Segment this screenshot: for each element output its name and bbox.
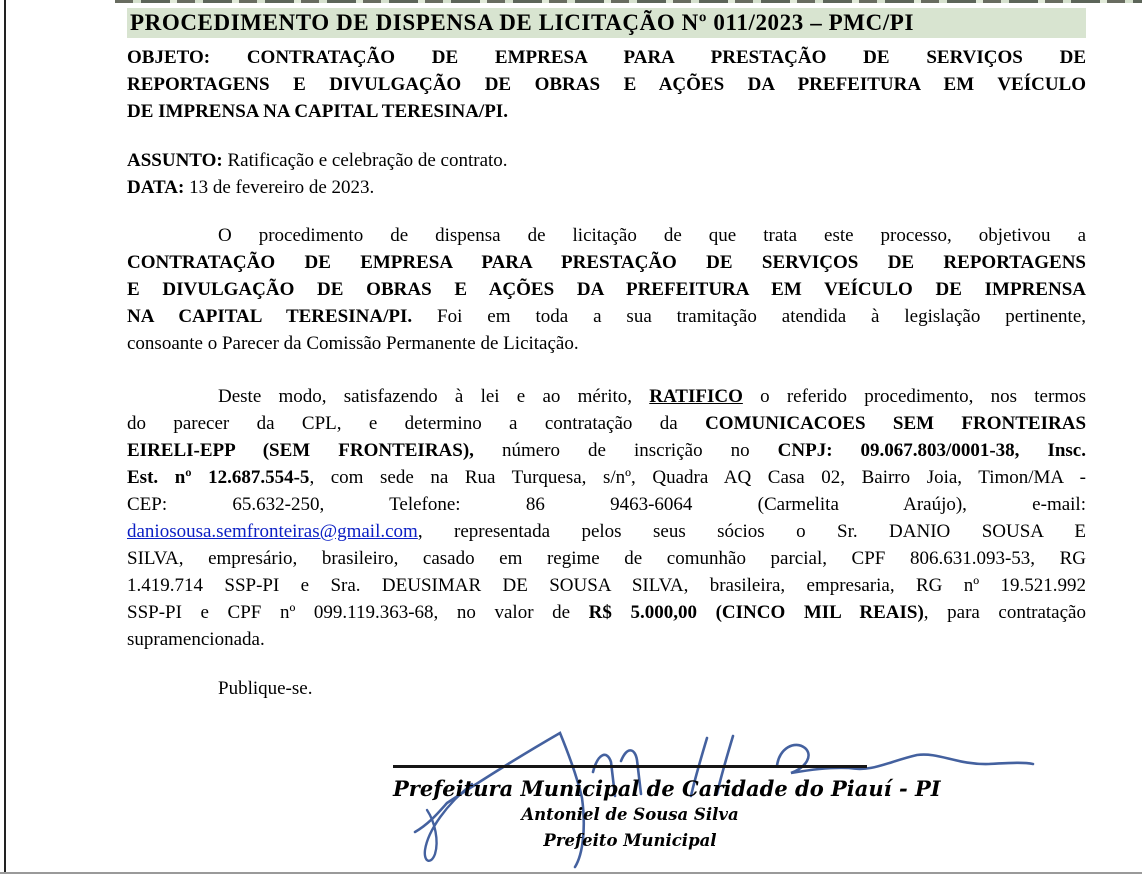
text-segment: , com sede na Rua Turquesa, s/nº, Quadra AQ Casa 02, Bairro Joia, Timon/MA - (309, 467, 1086, 488)
text-line (127, 437, 1086, 464)
text-line (127, 464, 1086, 491)
text-segment: consoante o Parecer da Comissão Permanente de Licitação. (127, 333, 579, 354)
signature-name: Antoniel de Sousa Silva (521, 805, 739, 824)
text-segment: E DIVULGAÇÃO DE OBRAS E AÇÕES DA PREFEITURA EM VEÍCULO DE IMPRENSA (127, 279, 1086, 300)
data-value: 13 de fevereiro de 2023. (184, 177, 375, 198)
text-line (127, 410, 1086, 437)
assunto-value: Ratificação e celebração de contrato. (222, 150, 508, 171)
paragraph-objeto (127, 44, 1086, 125)
text-line (127, 572, 1086, 599)
text-line (127, 518, 1086, 545)
signature-block (393, 765, 941, 853)
text-segment: OBJETO: CONTRATAÇÃO DE EMPRESA PARA PRESTAÇÃO DE SERVIÇOS DE (127, 47, 1086, 68)
text-line (127, 491, 1086, 518)
text-segment: SILVA, empresário, brasileiro, casado em regime de comunhão parcial, CPF 806.631.093-53, RG (127, 548, 1086, 569)
text-segment: CONTRATAÇÃO DE EMPRESA PARA PRESTAÇÃO DE SERVIÇOS DE REPORTAGENS (127, 252, 1086, 273)
data-label: DATA: (127, 177, 185, 198)
text-segment: 1.419.714 SSP-PI e Sra. DEUSIMAR DE SOUSA SILVA, brasileira, empresaria, RG nº 19.521.992 (127, 575, 1086, 596)
text-segment: CNPJ: 09.067.803/0001-38, Insc. (777, 440, 1086, 461)
text-line (127, 545, 1086, 572)
text-segment: COMUNICACOES SEM FRONTEIRAS (705, 413, 1086, 434)
text-line (127, 599, 1086, 626)
document-title: PROCEDIMENTO DE DISPENSA DE LICITAÇÃO Nº 011/2023 – PMC/PI (127, 8, 1086, 38)
text-segment: DE IMPRENSA NA CAPITAL TERESINA/PI. (127, 101, 508, 122)
document-content (127, 8, 1086, 874)
text-line (127, 222, 1086, 249)
text-line (127, 98, 1086, 125)
text-segment: número de inscrição no (473, 440, 778, 461)
signature-role: Prefeito Municipal (543, 831, 717, 850)
text-segment: RATIFICO (649, 386, 743, 407)
signature-org: Prefeitura Municipal de Caridade do Piauí - PI (393, 776, 941, 801)
text-segment: , para contratação (923, 602, 1086, 623)
text-segment: REPORTAGENS E DIVULGAÇÃO DE OBRAS E AÇÕES DA PREFEITURA EM VEÍCULO (127, 74, 1086, 95)
publique-se-line: Publique-se. (218, 678, 313, 699)
text-segment: Foi em toda a sua tramitação atendida à legislação pertinente, (412, 306, 1086, 327)
text-line (127, 249, 1086, 276)
text-segment: EIRELI-EPP (SEM FRONTEIRAS), (127, 440, 474, 461)
text-line (127, 44, 1086, 71)
text-segment: supramencionada. (127, 629, 265, 650)
text-segment: do parecer da CPL, e determino a contratação da (127, 413, 706, 434)
paragraph-ratificacao-intro (127, 222, 1086, 357)
text-line (127, 276, 1086, 303)
assunto-label: ASSUNTO: (127, 150, 223, 171)
text-line (127, 383, 1086, 410)
text-line (127, 626, 1086, 653)
page-left-border (4, 0, 6, 874)
field-assunto (127, 147, 1086, 174)
field-data (127, 174, 1086, 201)
signature-area (127, 702, 1086, 874)
text-segment: NA CAPITAL TERESINA/PI. (127, 306, 413, 327)
text-segment: , representada pelos seus sócios o Sr. DANIO SOUSA E (417, 521, 1086, 542)
text-line (127, 71, 1086, 98)
cropped-row-artifact (115, 0, 1142, 3)
paragraph-ratifico (127, 383, 1086, 653)
text-segment: SSP-PI e CPF nº 099.119.363-68, no valor de (127, 602, 589, 623)
text-line (127, 303, 1086, 330)
text-segment: CEP: 65.632-250, Telefone: 86 9463-6064 (Carmelita Araújo), e-mail: (127, 494, 1086, 515)
text-segment: Est. nº 12.687.554-5 (127, 467, 310, 488)
signature-line (393, 765, 867, 768)
email-link[interactable]: daniosousa.semfronteiras@gmail.com (127, 521, 418, 542)
text-segment: O procedimento de dispensa de licitação de que trata este processo, objetivou a (218, 225, 1086, 246)
text-line (127, 330, 1086, 357)
text-segment: Deste modo, satisfazendo à lei e ao mérito, (218, 386, 650, 407)
text-segment: o referido procedimento, nos termos (742, 386, 1086, 407)
text-segment: R$ 5.000,00 (CINCO MIL REAIS) (588, 602, 924, 623)
